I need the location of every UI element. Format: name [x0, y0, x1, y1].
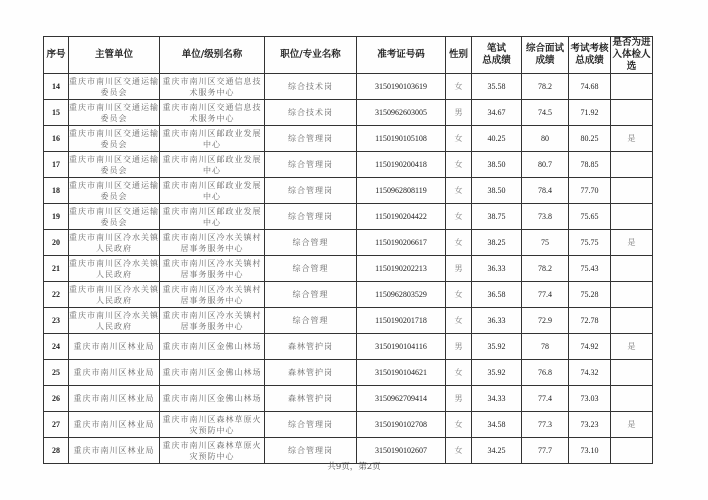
cell-exam-id: 3150190102708 [357, 412, 446, 438]
cell-dept: 重庆市南川区交通运输委员会 [69, 100, 160, 126]
header-dept: 主管单位 [69, 37, 160, 74]
header-exam-id: 准考证号码 [357, 37, 446, 74]
cell-dept: 重庆市南川区交通运输委员会 [69, 178, 160, 204]
table-row [44, 360, 653, 386]
cell-gender: 男 [446, 386, 472, 412]
cell-position: 森林管护岗 [265, 386, 357, 412]
header-interview-line1: 综合面试 [525, 43, 564, 54]
cell-seq: 21 [44, 256, 69, 282]
cell-gender: 女 [446, 74, 472, 100]
header-written-line1: 笔试 [486, 43, 506, 54]
results-table [43, 36, 653, 464]
cell-written: 34.58 [472, 412, 522, 438]
table-row [44, 230, 653, 256]
cell-physical [611, 308, 653, 334]
cell-position: 森林管护岗 [265, 334, 357, 360]
cell-dept: 重庆市南川区交通运输委员会 [69, 152, 160, 178]
cell-exam-id: 1150962808119 [357, 178, 446, 204]
cell-interview: 72.9 [522, 308, 569, 334]
header-gender: 性别 [446, 37, 472, 74]
header-written-line2: 总成绩 [482, 55, 511, 66]
cell-position: 综合管理岗 [265, 178, 357, 204]
table-row [44, 74, 653, 100]
cell-gender: 女 [446, 438, 472, 464]
cell-physical [611, 256, 653, 282]
header-physical [611, 37, 653, 74]
cell-written: 35.92 [472, 334, 522, 360]
cell-written: 38.50 [472, 178, 522, 204]
cell-written: 36.33 [472, 256, 522, 282]
table-row [44, 256, 653, 282]
cell-total: 75.65 [569, 204, 611, 230]
cell-position: 综合管理 [265, 308, 357, 334]
cell-dept: 重庆市南川区冷水关镇人民政府 [69, 256, 160, 282]
cell-interview: 77.4 [522, 386, 569, 412]
header-interview [522, 37, 569, 74]
cell-seq: 23 [44, 308, 69, 334]
cell-exam-id: 1150190202213 [357, 256, 446, 282]
cell-gender: 男 [446, 100, 472, 126]
cell-total: 71.92 [569, 100, 611, 126]
cell-physical [611, 282, 653, 308]
cell-written: 35.58 [472, 74, 522, 100]
cell-unit: 重庆市南川区邮政业发展中心 [160, 126, 265, 152]
cell-exam-id: 1150962803529 [357, 282, 446, 308]
header-position: 职位/专业名称 [265, 37, 357, 74]
cell-dept: 重庆市南川区冷水关镇人民政府 [69, 282, 160, 308]
table-row [44, 412, 653, 438]
table-row [44, 334, 653, 360]
cell-gender: 女 [446, 230, 472, 256]
cell-seq: 19 [44, 204, 69, 230]
cell-position: 综合管理 [265, 256, 357, 282]
cell-dept: 重庆市南川区交通运输委员会 [69, 74, 160, 100]
cell-dept: 重庆市南川区林业局 [69, 386, 160, 412]
cell-total: 73.23 [569, 412, 611, 438]
cell-dept: 重庆市南川区林业局 [69, 412, 160, 438]
cell-gender: 女 [446, 282, 472, 308]
cell-unit: 重庆市南川区交通信息技术服务中心 [160, 100, 265, 126]
cell-interview: 78.4 [522, 178, 569, 204]
cell-total: 80.25 [569, 126, 611, 152]
cell-physical [611, 152, 653, 178]
header-physical-line1: 是否为进 [612, 37, 651, 48]
cell-position: 综合技术岗 [265, 74, 357, 100]
cell-position: 综合管理 [265, 282, 357, 308]
cell-dept: 重庆市南川区交通运输委员会 [69, 126, 160, 152]
cell-interview: 75 [522, 230, 569, 256]
cell-interview: 76.8 [522, 360, 569, 386]
cell-physical [611, 360, 653, 386]
cell-unit: 重庆市南川区金佛山林场 [160, 360, 265, 386]
cell-interview: 73.8 [522, 204, 569, 230]
cell-interview: 80.7 [522, 152, 569, 178]
cell-unit: 重庆市南川区森林草原火灾预防中心 [160, 438, 265, 464]
cell-gender: 女 [446, 126, 472, 152]
cell-unit: 重庆市南川区邮政业发展中心 [160, 152, 265, 178]
cell-total: 77.70 [569, 178, 611, 204]
header-total-line2: 总成绩 [575, 55, 604, 66]
header-physical-line2: 入体检人 [612, 49, 651, 60]
cell-seq: 24 [44, 334, 69, 360]
cell-total: 72.78 [569, 308, 611, 334]
table-row [44, 386, 653, 412]
cell-physical [611, 100, 653, 126]
cell-physical [611, 204, 653, 230]
cell-unit: 重庆市南川区邮政业发展中心 [160, 178, 265, 204]
cell-written: 36.33 [472, 308, 522, 334]
cell-seq: 25 [44, 360, 69, 386]
table-row [44, 126, 653, 152]
cell-seq: 22 [44, 282, 69, 308]
cell-exam-id: 3150190104621 [357, 360, 446, 386]
table-row [44, 178, 653, 204]
cell-interview: 77.4 [522, 282, 569, 308]
cell-total: 73.03 [569, 386, 611, 412]
cell-gender: 男 [446, 256, 472, 282]
cell-exam-id: 3150190104116 [357, 334, 446, 360]
cell-written: 34.25 [472, 438, 522, 464]
cell-gender: 女 [446, 152, 472, 178]
cell-seq: 17 [44, 152, 69, 178]
table-header-row [44, 37, 653, 74]
cell-dept: 重庆市南川区林业局 [69, 334, 160, 360]
cell-physical [611, 386, 653, 412]
cell-physical [611, 178, 653, 204]
cell-interview: 78 [522, 334, 569, 360]
cell-written: 40.25 [472, 126, 522, 152]
cell-exam-id: 1150190105108 [357, 126, 446, 152]
cell-physical: 是 [611, 126, 653, 152]
cell-interview: 80 [522, 126, 569, 152]
table-row [44, 152, 653, 178]
cell-interview: 78.2 [522, 256, 569, 282]
header-written [472, 37, 522, 74]
cell-unit: 重庆市南川区森林草原火灾预防中心 [160, 412, 265, 438]
cell-interview: 77.7 [522, 438, 569, 464]
cell-position: 森林管护岗 [265, 360, 357, 386]
cell-written: 36.58 [472, 282, 522, 308]
table-row [44, 282, 653, 308]
cell-position: 综合管理岗 [265, 152, 357, 178]
cell-dept: 重庆市南川区交通运输委员会 [69, 204, 160, 230]
cell-interview: 77.3 [522, 412, 569, 438]
cell-position: 综合管理岗 [265, 126, 357, 152]
cell-exam-id: 1150190201718 [357, 308, 446, 334]
cell-physical: 是 [611, 412, 653, 438]
cell-physical [611, 74, 653, 100]
table-body [44, 74, 653, 464]
cell-physical: 是 [611, 230, 653, 256]
cell-total: 75.75 [569, 230, 611, 256]
cell-interview: 78.2 [522, 74, 569, 100]
cell-exam-id: 3150190103619 [357, 74, 446, 100]
cell-seq: 20 [44, 230, 69, 256]
cell-written: 38.50 [472, 152, 522, 178]
header-total-line1: 考试考核 [570, 43, 609, 54]
cell-unit: 重庆市南川区冷水关镇村居事务服务中心 [160, 282, 265, 308]
cell-seq: 26 [44, 386, 69, 412]
cell-dept: 重庆市南川区林业局 [69, 360, 160, 386]
cell-seq: 18 [44, 178, 69, 204]
cell-unit: 重庆市南川区交通信息技术服务中心 [160, 74, 265, 100]
cell-unit: 重庆市南川区冷水关镇村居事务服务中心 [160, 230, 265, 256]
cell-seq: 28 [44, 438, 69, 464]
cell-gender: 女 [446, 178, 472, 204]
cell-total: 74.68 [569, 74, 611, 100]
cell-exam-id: 1150190204422 [357, 204, 446, 230]
cell-unit: 重庆市南川区冷水关镇村居事务服务中心 [160, 256, 265, 282]
cell-gender: 男 [446, 334, 472, 360]
cell-dept: 重庆市南川区冷水关镇人民政府 [69, 308, 160, 334]
cell-position: 综合管理岗 [265, 412, 357, 438]
cell-seq: 27 [44, 412, 69, 438]
cell-written: 34.33 [472, 386, 522, 412]
cell-total: 75.43 [569, 256, 611, 282]
cell-exam-id: 1150190200418 [357, 152, 446, 178]
cell-seq: 16 [44, 126, 69, 152]
cell-interview: 74.5 [522, 100, 569, 126]
cell-total: 74.92 [569, 334, 611, 360]
table-row [44, 100, 653, 126]
cell-total: 78.85 [569, 152, 611, 178]
page-footer: 共9页，第2页 [327, 462, 381, 472]
cell-written: 38.25 [472, 230, 522, 256]
cell-total: 75.28 [569, 282, 611, 308]
cell-dept: 重庆市南川区林业局 [69, 438, 160, 464]
table-row [44, 204, 653, 230]
cell-exam-id: 3150190102607 [357, 438, 446, 464]
cell-seq: 14 [44, 74, 69, 100]
cell-total: 73.10 [569, 438, 611, 464]
cell-unit: 重庆市南川区冷水关镇村居事务服务中心 [160, 308, 265, 334]
header-seq: 序号 [44, 37, 69, 74]
cell-gender: 女 [446, 204, 472, 230]
cell-written: 38.75 [472, 204, 522, 230]
cell-total: 74.32 [569, 360, 611, 386]
cell-gender: 女 [446, 360, 472, 386]
cell-gender: 女 [446, 412, 472, 438]
cell-seq: 15 [44, 100, 69, 126]
cell-unit: 重庆市南川区金佛山林场 [160, 334, 265, 360]
cell-position: 综合管理岗 [265, 438, 357, 464]
cell-position: 综合管理岗 [265, 204, 357, 230]
cell-position: 综合技术岗 [265, 100, 357, 126]
cell-exam-id: 3150962709414 [357, 386, 446, 412]
cell-position: 综合管理 [265, 230, 357, 256]
header-interview-line2: 成绩 [535, 55, 555, 66]
header-unit: 单位/级别名称 [160, 37, 265, 74]
cell-unit: 重庆市南川区邮政业发展中心 [160, 204, 265, 230]
cell-dept: 重庆市南川区冷水关镇人民政府 [69, 230, 160, 256]
cell-exam-id: 1150190206617 [357, 230, 446, 256]
header-total [569, 37, 611, 74]
cell-physical: 是 [611, 334, 653, 360]
table-row [44, 308, 653, 334]
cell-unit: 重庆市南川区金佛山林场 [160, 386, 265, 412]
cell-written: 35.92 [472, 360, 522, 386]
header-physical-line3: 选 [626, 61, 637, 72]
cell-written: 34.67 [472, 100, 522, 126]
cell-exam-id: 3150962603005 [357, 100, 446, 126]
cell-gender: 女 [446, 308, 472, 334]
